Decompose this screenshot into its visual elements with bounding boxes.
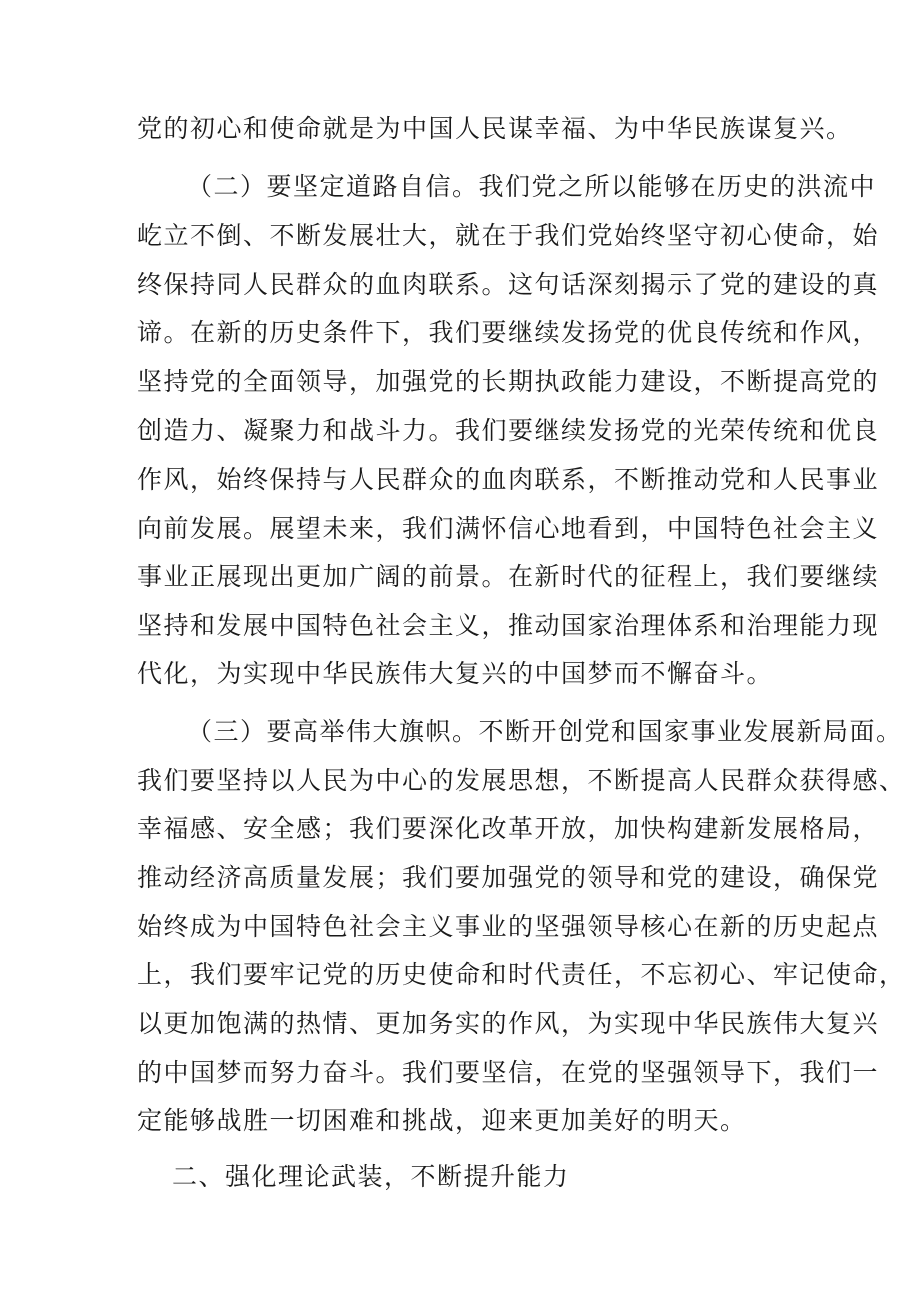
text-line: 事业正展现出更加广阔的前景。在新时代的征程上，我们要继续 xyxy=(137,562,880,591)
text-line: 以更加饱满的热情、更加务实的作风，为实现中华民族伟大复兴 xyxy=(137,1009,880,1038)
text-line: 坚持党的全面领导，加强党的长期执政能力建设，不断提高党的 xyxy=(137,367,880,396)
section-2-heading-line: （二）要坚定道路自信。我们党之所以能够在历史的洪流中 xyxy=(187,172,877,201)
text-line: 幸福感、安全感；我们要深化改革开放，加快构建新发展格局， xyxy=(137,814,880,843)
text-line: 谛。在新的历史条件下，我们要继续发扬党的优良传统和作风， xyxy=(137,318,880,347)
text-line: 屹立不倒、不断发展壮大，就在于我们党始终坚守初心使命，始 xyxy=(137,221,880,250)
text-line: 坚持和发展中国特色社会主义，推动国家治理体系和治理能力现 xyxy=(137,611,880,640)
text-line: 代化，为实现中华民族伟大复兴的中国梦而不懈奋斗。 xyxy=(137,659,774,688)
text-line: 创造力、凝聚力和战斗力。我们要继续发扬党的光荣传统和优良 xyxy=(137,416,880,445)
chapter-2-heading: 二、强化理论武装，不断提升能力 xyxy=(172,1162,570,1191)
text-line: 终保持同人民群众的血肉联系。这句话深刻揭示了党的建设的真 xyxy=(137,270,880,299)
section-3-heading-line: （三）要高举伟大旗帜。不断开创党和国家事业发展新局面。 xyxy=(187,717,903,746)
text-line: 推动经济高质量发展；我们要加强党的领导和党的建设，确保党 xyxy=(137,863,880,892)
text-line: 始终成为中国特色社会主义事业的坚强领导核心在新的历史起点 xyxy=(137,912,880,941)
text-line: 上，我们要牢记党的历史使命和时代责任，不忘初心、牢记使命， xyxy=(137,960,906,989)
text-line: 我们要坚持以人民为中心的发展思想，不断提高人民群众获得感、 xyxy=(137,766,906,795)
text-line: 作风，始终保持与人民群众的血肉联系，不断推动党和人民事业 xyxy=(137,465,880,494)
text-line: 党的初心和使命就是为中国人民谋幸福、为中华民族谋复兴。 xyxy=(137,114,853,143)
text-line: 定能够战胜一切困难和挑战，迎来更加美好的明天。 xyxy=(137,1106,747,1135)
text-line: 的中国梦而努力奋斗。我们要坚信，在党的坚强领导下，我们一 xyxy=(137,1058,880,1087)
text-line: 向前发展。展望未来，我们满怀信心地看到，中国特色社会主义 xyxy=(137,514,880,543)
